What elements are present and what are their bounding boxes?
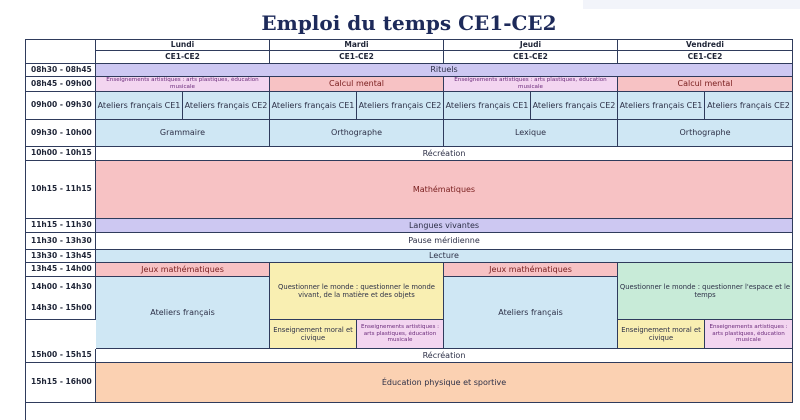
time-slot: 10h15 - 11h15 xyxy=(26,161,96,219)
cell-mathematiques: Mathématiques xyxy=(96,161,793,219)
class-label: CE1-CE2 xyxy=(270,51,444,64)
top-right-panel xyxy=(583,0,800,9)
time-slot: 13h45 - 14h00 xyxy=(26,263,96,277)
cell-lecture: Lecture xyxy=(96,250,793,263)
cell-ateliers-ce1: Ateliers français CE1 xyxy=(96,92,183,120)
header-corner xyxy=(26,40,96,64)
cell-calcul-mental: Calcul mental xyxy=(618,77,793,92)
cell-calcul-mental: Calcul mental xyxy=(270,77,444,92)
cell-orthographe: Orthographe xyxy=(618,120,793,147)
time-slot: 09h00 - 09h30 xyxy=(26,92,96,120)
cell-recreation: Récréation xyxy=(96,349,793,363)
time-slot: 13h30 - 13h45 xyxy=(26,250,96,263)
cell-jeux-mathematiques: Jeux mathématiques xyxy=(96,263,270,277)
cell-ateliers-francais: Ateliers français xyxy=(444,277,618,349)
cell-lexique: Lexique xyxy=(444,120,618,147)
cell-enseignement-moral: Enseignement moral et civique xyxy=(270,320,357,349)
cell-ateliers-francais: Ateliers français xyxy=(96,277,270,349)
cell-recreation: Récréation xyxy=(96,147,793,161)
time-slot: 15h15 - 16h00 xyxy=(26,363,96,403)
cell-grammaire: Grammaire xyxy=(96,120,270,147)
time-slot: 09h30 - 10h00 xyxy=(26,120,96,147)
cell-arts: Enseignements artistiques : arts plastiques, éducation musicale xyxy=(96,77,270,92)
cell-ateliers-ce2: Ateliers français CE2 xyxy=(705,92,793,120)
cell-jeux-mathematiques: Jeux mathématiques xyxy=(444,263,618,277)
cell-pause-meridienne: Pause méridienne xyxy=(96,233,793,250)
time-slot: 11h15 - 11h30 xyxy=(26,219,96,233)
cell-ateliers-ce2: Ateliers français CE2 xyxy=(531,92,618,120)
page-title: Emploi du temps CE1-CE2 xyxy=(261,11,557,35)
time-slot: 14h00 - 14h30 xyxy=(31,282,92,292)
cell-arts: Enseignements artistiques : arts plastiques, éducation musicale xyxy=(444,77,618,92)
class-label: CE1-CE2 xyxy=(96,51,270,64)
class-label: CE1-CE2 xyxy=(444,51,618,64)
timetable xyxy=(25,39,793,420)
day-header-mardi: Mardi xyxy=(270,40,444,51)
cell-questionner-monde-vivant: Questionner le monde : questionner le monde vivant, de la matière et des objets xyxy=(270,263,444,320)
time-slot: 08h45 - 09h00 xyxy=(26,77,96,92)
time-slot: 15h00 - 15h15 xyxy=(26,349,96,363)
time-slot-group xyxy=(26,277,96,320)
class-label: CE1-CE2 xyxy=(618,51,793,64)
cell-enseignement-moral: Enseignement moral et civique xyxy=(618,320,705,349)
cell-rituels: Rituels xyxy=(96,64,793,77)
day-header-vendredi: Vendredi xyxy=(618,40,793,51)
cell-ateliers-ce2: Ateliers français CE2 xyxy=(357,92,444,120)
cell-questionner-espace-temps: Questionner le monde : questionner l'espace et le temps xyxy=(618,263,793,320)
cell-ateliers-ce2: Ateliers français CE2 xyxy=(183,92,270,120)
cell-arts: Enseignements artistiques : arts plastiques, éducation musicale xyxy=(357,320,444,349)
day-header-jeudi: Jeudi xyxy=(444,40,618,51)
cell-ateliers-ce1: Ateliers français CE1 xyxy=(618,92,705,120)
time-slot: 14h30 - 15h00 xyxy=(31,303,92,313)
cell-arts: Enseignements artistiques : arts plastiques, éducation musicale xyxy=(705,320,793,349)
cell-ateliers-ce1: Ateliers français CE1 xyxy=(444,92,531,120)
cell-ateliers-ce1: Ateliers français CE1 xyxy=(270,92,357,120)
time-slot: 11h30 - 13h30 xyxy=(26,233,96,250)
cell-eps: Éducation physique et sportive xyxy=(96,363,793,403)
cell-langues-vivantes: Langues vivantes xyxy=(96,219,793,233)
day-header-lundi: Lundi xyxy=(96,40,270,51)
time-slot: 10h00 - 10h15 xyxy=(26,147,96,161)
time-slot: 08h30 - 08h45 xyxy=(26,64,96,77)
cell-orthographe: Orthographe xyxy=(270,120,444,147)
